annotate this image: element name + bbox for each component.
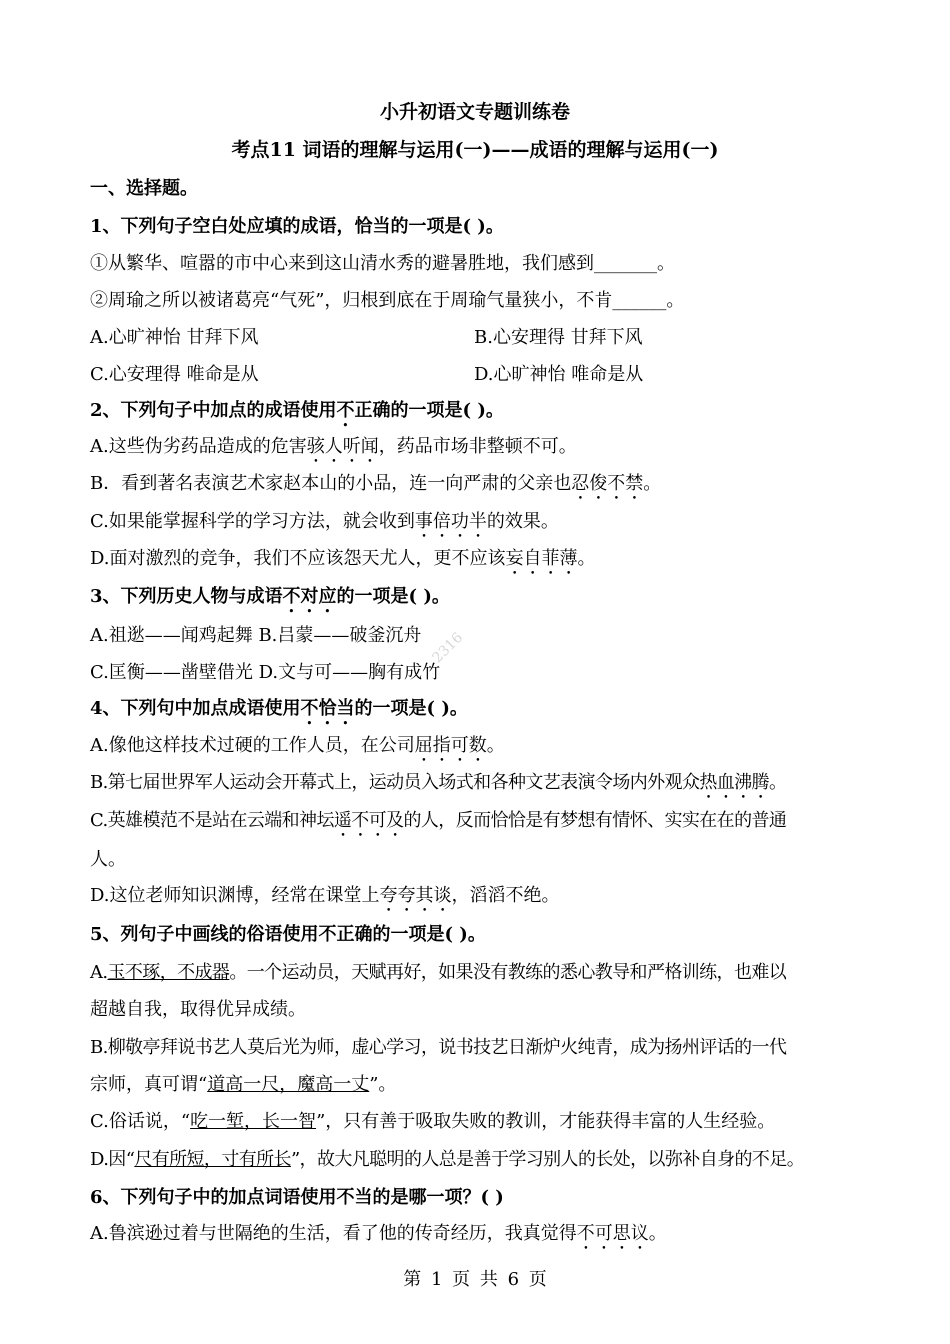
q2-a-rest: ，药品市场非整顿不可。 bbox=[378, 436, 577, 457]
q2-b-text: B．看到著名表演艺术家赵本山的小品，连一向严肃的父亲也 bbox=[90, 473, 572, 494]
q4-d-idiom: 夸夸其谈 bbox=[379, 885, 452, 906]
q5-a-text: 。一个运动员，天赋再好，如果没有教练的悉心教导和严格训练，也难以 bbox=[229, 962, 787, 983]
q2-b-rest: 。 bbox=[643, 473, 662, 494]
q5-a-saying: 玉不琢，不成器 bbox=[107, 962, 230, 983]
q5-stem: 5、列句子中画线的俗语使用不正确的一项是( )。 bbox=[90, 924, 486, 945]
q2-option-a bbox=[90, 432, 577, 467]
q2-option-b bbox=[90, 469, 661, 504]
q2-a-text: A.这些伪劣药品造成的危害 bbox=[90, 436, 307, 457]
q3-stem bbox=[90, 582, 450, 617]
q2-d-idiom: 妄自菲薄 bbox=[505, 548, 578, 569]
q3-stem-pre: 3、下列历史人物与成语 bbox=[90, 586, 283, 607]
q5-b-text: 宗师，真可谓“ bbox=[90, 1074, 208, 1095]
q6-a-text: A.鲁滨逊过着与世隔绝的生活，看了他的传奇经历，我真觉得 bbox=[90, 1223, 577, 1244]
q4-stem bbox=[90, 694, 468, 729]
q6-a-idiom: 不可思议 bbox=[576, 1223, 649, 1244]
q2-stem-pre: 2、下列句子中加点的成语使用 bbox=[90, 400, 337, 421]
q1-option-d: D.心旷神怡 唯命是从 bbox=[474, 364, 644, 385]
q5-d-text: D.因“ bbox=[90, 1149, 135, 1170]
q1-sentence-1: ①从繁华、喧嚣的市中心来到这山清水秀的避暑胜地，我们感到_______。 bbox=[90, 253, 675, 274]
q2-d-text: D.面对激烈的竞争，我们不应该怨天尤人，更不应该 bbox=[90, 548, 506, 569]
q4-option-a bbox=[90, 731, 505, 766]
q5-d-saying: 尺有所短，寸有所长 bbox=[134, 1149, 291, 1170]
q3-stem-emphasis: 不对应 bbox=[282, 586, 337, 607]
section-heading: 一、选择题。 bbox=[90, 178, 198, 199]
doc-subtitle: 考点11 词语的理解与运用(一)——成语的理解与运用(一) bbox=[231, 139, 719, 161]
q3-stem-post: 的一项是( )。 bbox=[336, 586, 450, 607]
q2-stem-emphasis: 不 bbox=[336, 400, 355, 421]
q5-option-b: B.柳敬亭拜说书艺人莫后光为师，虚心学习，说书技艺日渐炉火纯青，成为扬州评话的一代 bbox=[90, 1037, 787, 1058]
q4-d-text: D.这位老师知识渊博，经常在课堂上 bbox=[90, 885, 380, 906]
q2-c-text: C.如果能掌握科学的学习方法，就会收到 bbox=[90, 511, 415, 532]
q2-option-d bbox=[90, 544, 596, 579]
q5-option-a-cont: 超越自我，取得优异成绩。 bbox=[90, 999, 306, 1020]
q1-option-b: B.心安理得 甘拜下风 bbox=[474, 327, 643, 348]
q4-d-rest: ，滔滔不绝。 bbox=[451, 885, 560, 906]
q4-option-c-cont: 人。 bbox=[90, 849, 126, 870]
q4-option-d bbox=[90, 881, 560, 916]
q6-stem: 6、下列句子中的加点词语使用不当的是哪一项？( ) bbox=[90, 1187, 504, 1208]
q5-a-label: A. bbox=[90, 962, 108, 983]
q5-c-rest: ”，只有善于吸取失败的教训，才能获得丰富的人生经验。 bbox=[316, 1111, 776, 1132]
q2-a-idiom: 骇人听闻 bbox=[306, 436, 379, 457]
q1-option-a: A.心旷神怡 甘拜下风 bbox=[90, 327, 259, 348]
watermark: 2316 bbox=[429, 629, 467, 667]
q1-stem: 1、下列句子空白处应填的成语，恰当的一项是( )。 bbox=[90, 216, 504, 237]
q4-stem-post: 的一项是( )。 bbox=[354, 698, 468, 719]
q6-option-a bbox=[90, 1219, 667, 1254]
q2-option-c bbox=[90, 507, 559, 542]
q4-stem-pre: 4、下列句中加点成语使用 bbox=[90, 698, 301, 719]
q2-b-idiom: 忍俊不禁 bbox=[571, 473, 644, 494]
q3-options-ab: A.祖逖——闻鸡起舞 B.吕蒙——破釜沉舟 bbox=[90, 625, 422, 646]
q4-stem-emphasis: 不恰当 bbox=[300, 698, 355, 719]
q5-option-d bbox=[90, 1145, 804, 1171]
q4-option-b bbox=[90, 768, 786, 803]
page-footer: 第 1 页 共 6 页 bbox=[403, 1269, 547, 1290]
doc-title: 小升初语文专题训练卷 bbox=[379, 101, 570, 123]
q4-c-text: C.英雄模范不是站在云端和神坛 bbox=[90, 810, 334, 831]
q5-d-rest: ”，故大凡聪明的人总是善于学习别人的长处，以弥补自身的不足。 bbox=[290, 1149, 805, 1170]
q5-option-c bbox=[90, 1107, 775, 1133]
q4-a-text: A.像他这样技术过硬的工作人员，在公司 bbox=[90, 735, 415, 756]
q4-c-rest: 的人，反而恰恰是有梦想有情怀、实实在在的普通 bbox=[403, 810, 787, 831]
q4-b-idiom: 热血沸腾 bbox=[699, 772, 769, 793]
q4-option-c bbox=[90, 806, 786, 841]
q2-stem-post: 正确的一项是( )。 bbox=[354, 400, 504, 421]
q5-b-saying: 道高一尺，魔高一丈 bbox=[207, 1074, 370, 1095]
q5-option-b-cont bbox=[90, 1070, 396, 1096]
q6-a-rest: 。 bbox=[648, 1223, 667, 1244]
q2-c-rest: 的效果。 bbox=[486, 511, 559, 532]
q2-stem bbox=[90, 396, 504, 431]
q2-d-rest: 。 bbox=[577, 548, 596, 569]
q4-b-text: B.第七届世界军人运动会开幕式上，运动员入场式和各种文艺表演令场内外观众 bbox=[90, 772, 700, 793]
q1-option-c: C.心安理得 唯命是从 bbox=[90, 364, 259, 385]
q4-a-rest: 。 bbox=[486, 735, 505, 756]
q5-option-a bbox=[90, 958, 786, 984]
q4-c-idiom: 遥不可及 bbox=[333, 810, 404, 831]
q4-a-idiom: 屈指可数 bbox=[414, 735, 487, 756]
q1-sentence-2: ②周瑜之所以被诸葛亮“气死”，归根到底在于周瑜气量狭小，不肯______。 bbox=[90, 290, 685, 311]
q5-c-saying: 吃一堑，长一智 bbox=[190, 1111, 317, 1132]
q5-b-rest: ”。 bbox=[369, 1074, 397, 1095]
q5-c-text: C.俗话说，“ bbox=[90, 1111, 191, 1132]
q3-options-cd: C.匡衡——凿壁借光 D.文与可——胸有成竹 bbox=[90, 662, 441, 683]
q4-b-rest: 。 bbox=[768, 772, 787, 793]
q2-c-idiom: 事倍功半 bbox=[414, 511, 487, 532]
